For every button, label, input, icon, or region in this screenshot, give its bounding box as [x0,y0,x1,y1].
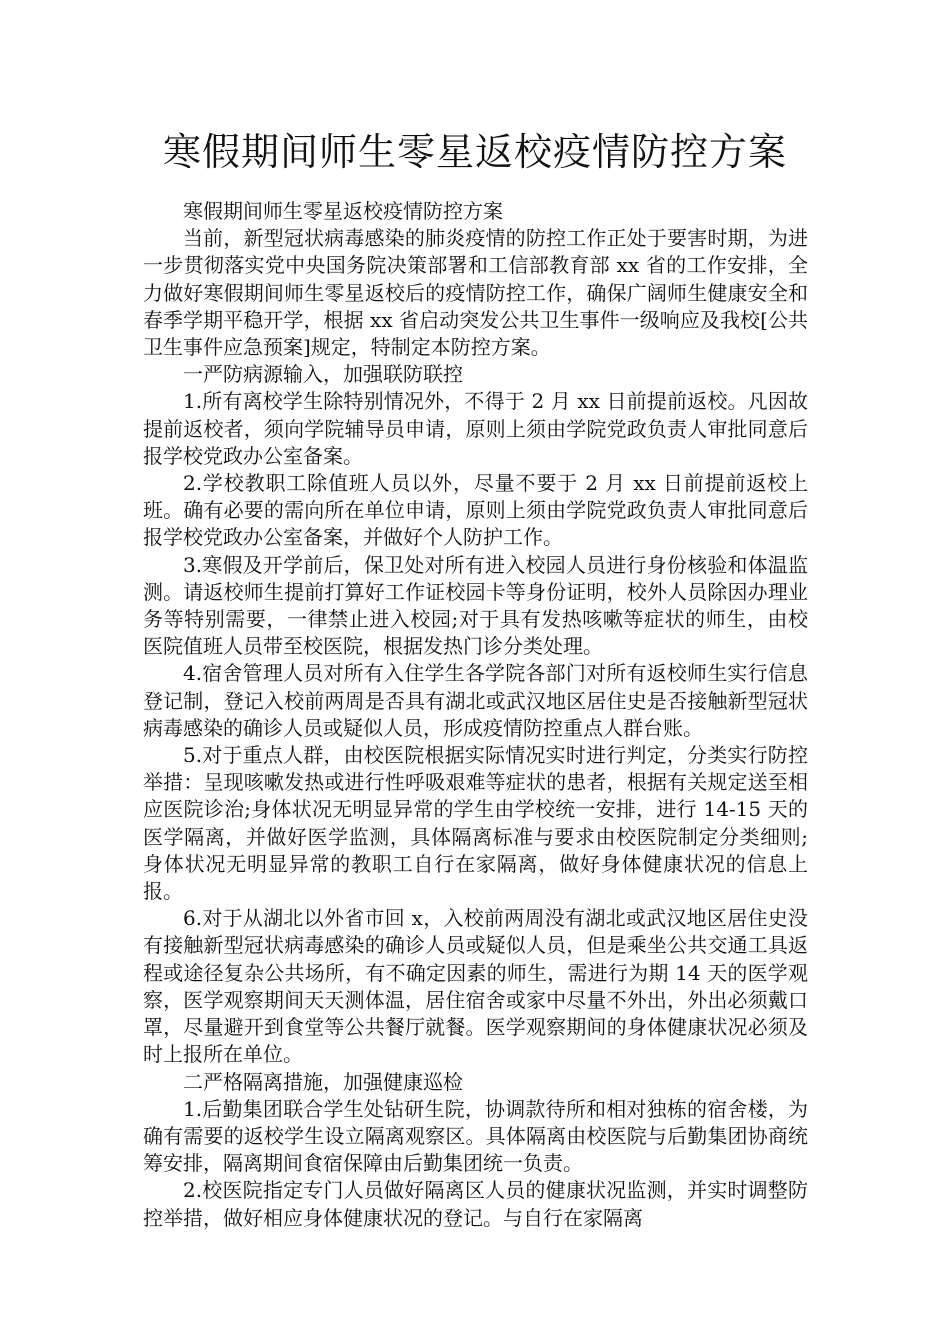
intro-paragraph: 当前，新型冠状病毒感染的肺炎疫情的防控工作正处于要害时期，为进一步贯彻落实党中央国务院决策部署和工信部教育部 xx 省的工作安排，全力做好寒假期间师生零星返校后的疫情防控工作，确保广阔师生健康安全和春季学期平稳开学，根据 xx 省启动突发公共卫生事件一级响应及我校[公共卫生事件应急预案]规定，特制定本防控方案。 [143,226,808,360]
document-title: 寒假期间师生零星返校疫情防控方案 [162,130,787,174]
section-heading-1: 一严防病源输入，加强联防联控 [183,362,463,387]
document-body [143,198,808,1232]
subtitle-paragraph: 寒假期间师生零星返校疫情防控方案 [183,199,503,223]
section2-item-2: 2.校医院指定专门人员做好隔离区人员的健康状况监测，并实时调整防控举措，做好相应身体健康状况的登记。与自行在家隔离 [143,1178,808,1230]
section1-item-4: 4.宿舍管理人员对所有入住学生各学院各部门对所有返校师生实行信息登记制，登记入校前两周是否具有湖北或武汉地区居住史是否接触新型冠状病毒感染的确诊人员或疑似人员，形成疫情防控重点人群台账。 [143,661,808,740]
section1-item-2: 2.学校教职工除值班人员以外，尽量不要于 2 月 xx 日前提前返校上班。确有必要的需向所在单位申请，原则上须由学院党政负责人审批同意后报学校党政办公室备案，并做好个人防护工作。 [143,471,808,550]
section1-item-5: 5.对于重点人群，由校医院根据实际情况实时进行判定，分类实行防控举措：呈现咳嗽发热或进行性呼吸艰难等症状的患者，根据有关规定送至相应医院诊治;身体状况无明显异常的学生由学校统一安排，进行 14-15 天的医学隔离，并做好医学监测，具体隔离标准与要求由校医院制定分类细则;身体状况无明显异常的教职工自行在家隔离，做好身体健康状况的信息上报。 [143,743,808,904]
section1-item-1: 1.所有离校学生除特别情况外，不得于 2 月 xx 日前提前返校。凡因故提前返校者，须向学院辅导员申请，原则上须由学院党政负责人审批同意后报学校党政办公室备案。 [143,389,808,468]
section1-item-3: 3.寒假及开学前后，保卫处对所有进入校园人员进行身份核验和体温监测。请返校师生提前打算好工作证校园卡等身份证明，校外人员除因办理业务等特别需要，一律禁止进入校园;对于具有发热咳嗽等症状的师生，由校医院值班人员带至校医院，根据发热门诊分类处理。 [143,552,808,659]
section1-item-6: 6.对于从湖北以外省市回 x，入校前两周没有湖北或武汉地区居住史没有接触新型冠状病毒感染的确诊人员或疑似人员，但是乘坐公共交通工具返程或途径复杂公共场所，有不确定因素的师生，需进行为期 14 天的医学观察，医学观察期间天天测体温，居住宿舍或家中尽量不外出，外出必须戴口罩，尽量避开到食堂等公共餐厅就餐。医学观察期间的身体健康状况必须及时上报所在单位。 [143,906,808,1067]
section2-item-1: 1.后勤集团联合学生处钻研生院，协调款待所和相对独栋的宿舍楼，为确有需要的返校学生设立隔离观察区。具体隔离由校医院与后勤集团协商统筹安排，隔离期间食宿保障由后勤集团统一负责。 [143,1096,808,1176]
section-heading-2: 二严格隔离措施，加强健康巡检 [183,1069,463,1094]
